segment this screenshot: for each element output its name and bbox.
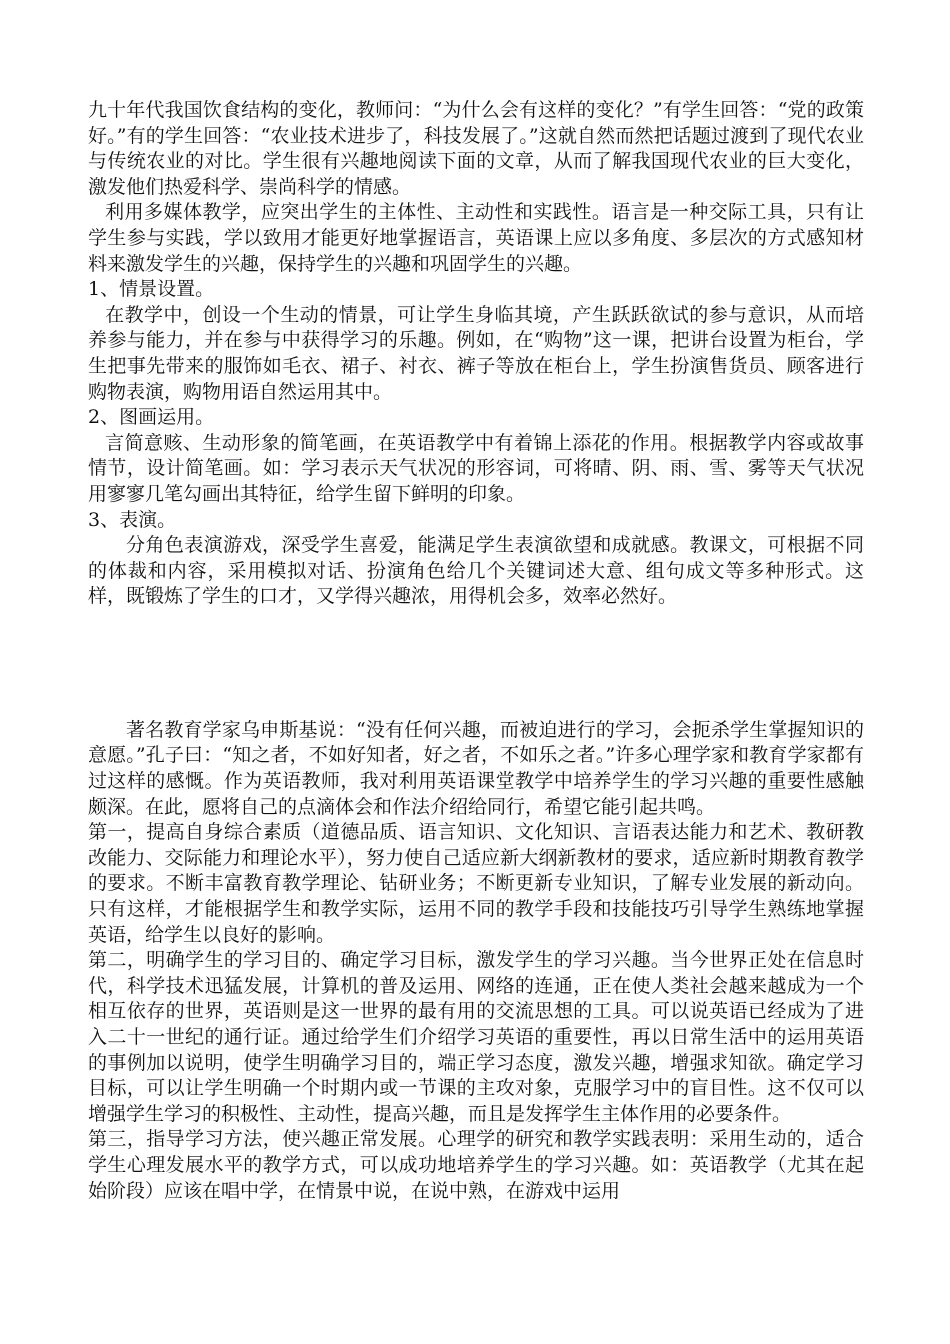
paragraph-second-point: 第二，明确学生的学习目的、确定学习目标，激发学生的学习兴趣。当今世界正处在信息时代，科学技术迅猛发展，计算机的普及运用、网络的连通，正在使人类社会越来越成为一个相互依存的世界，英语则是这一世界的最有用的交流思想的工具。可以说英语已经成为了进入二十一世纪的通行证。通过给学生们介绍学习英语的重要性，再以日常生活中的运用英语的事例加以说明，使学生明确学习目的，端正学习态度，激发兴趣，增强求知欲。确定学习目标，可以让学生明确一个时期内或一节课的主攻对象，克服学习中的盲目性。这不仅可以增强学生学习的积极性、主动性，提高兴趣，而且是发挥学生主体作用的必要条件。: [88, 949, 864, 1125]
section-multimedia-teaching: [88, 98, 864, 610]
paragraph-intro-quote: 著名教育学家乌申斯基说：“没有任何兴趣，而被迫进行的学习，会扼杀学生掌握知识的意愿。”孔子曰：“知之者，不如好知者，好之者，不如乐之者。”许多心理学家和教育学家都有过这样的感慨。作为英语教师，我对利用英语课堂教学中培养学生的学习兴趣的重要性感触颇深。在此，愿将自己的点滴体会和作法介绍给同行，希望它能引起共鸣。: [88, 718, 864, 818]
heading-scene-setting: 1、情景设置。: [88, 278, 215, 301]
paragraph-diet-change: 九十年代我国饮食结构的变化，教师问：“为什么会有这样的变化？”有学生回答：“党的政策好。”有的学生回答：“农业技术进步了，科技发展了。”这就自然而然把话题过渡到了现代农业与传统农业的对比。学生很有兴趣地阅读下面的文章，从而了解我国现代农业的巨大变化，激发他们热爱科学、崇尚科学的情感。: [88, 99, 864, 198]
heading-performance: 3、表演。: [88, 508, 177, 531]
paragraph-performance: 分角色表演游戏，深受学生喜爱，能满足学生表演欲望和成就感。教课文，可根据不同的体裁和内容，采用模拟对话、扮演角色给几个关键词述大意、组句成文等多种形式。这样，既锻炼了学生的口才，又学得兴趣浓，用得机会多，效率必然好。: [88, 534, 864, 608]
paragraph-multimedia: 利用多媒体教学，应突出学生的主体性、主动性和实践性。语言是一种交际工具，只有让学生参与实践，学以致用才能更好地掌握语言，英语课上应以多角度、多层次的方式感知材料来激发学生的兴趣，保持学生的兴趣和巩固学生的兴趣。: [88, 201, 864, 275]
heading-picture-use: 2、图画运用。: [88, 406, 215, 429]
section-gap: [88, 610, 864, 718]
section-interest-cultivation: [88, 718, 864, 1204]
paragraph-third-point: 第三，指导学习方法，使兴趣正常发展。心理学的研究和教学实践表明：采用生动的，适合学生心理发展水平的教学方式，可以成功地培养学生的学习兴趣。如：英语教学（尤其在起始阶段）应该在唱中学，在情景中说，在说中熟，在游戏中运用: [88, 1128, 864, 1202]
paragraph-scene-setting: 在教学中，创设一个生动的情景，可让学生身临其境，产生跃跃欲试的参与意识，从而培养参与能力，并在参与中获得学习的乐趣。例如，在“购物”这一课，把讲台设置为柜台，学生把事先带来的服饰如毛衣、裙子、衬衣、裤子等放在柜台上，学生扮演售货员、顾客进行购物表演，购物用语自然运用其中。: [88, 303, 864, 403]
paragraph-picture-use: 言简意赅、生动形象的简笔画，在英语教学中有着锦上添花的作用。根据教学内容或故事情节，设计简笔画。如：学习表示天气状况的形容词，可将晴、阴、雨、雪、雾等天气状况用寥寥几笔勾画出其特征，给学生留下鲜明的印象。: [88, 431, 864, 505]
paragraph-first-point: 第一，提高自身综合素质（道德品质、语言知识、文化知识、言语表达能力和艺术、教研教改能力、交际能力和理论水平），努力使自己适应新大纲新教材的要求，适应新时期教育教学的要求。不断丰富教育教学理论、钻研业务；不断更新专业知识，了解专业发展的新动向。只有这样，才能根据学生和教学实际，运用不同的教学手段和技能技巧引导学生熟练地掌握英语，给学生以良好的影响。: [88, 821, 864, 946]
